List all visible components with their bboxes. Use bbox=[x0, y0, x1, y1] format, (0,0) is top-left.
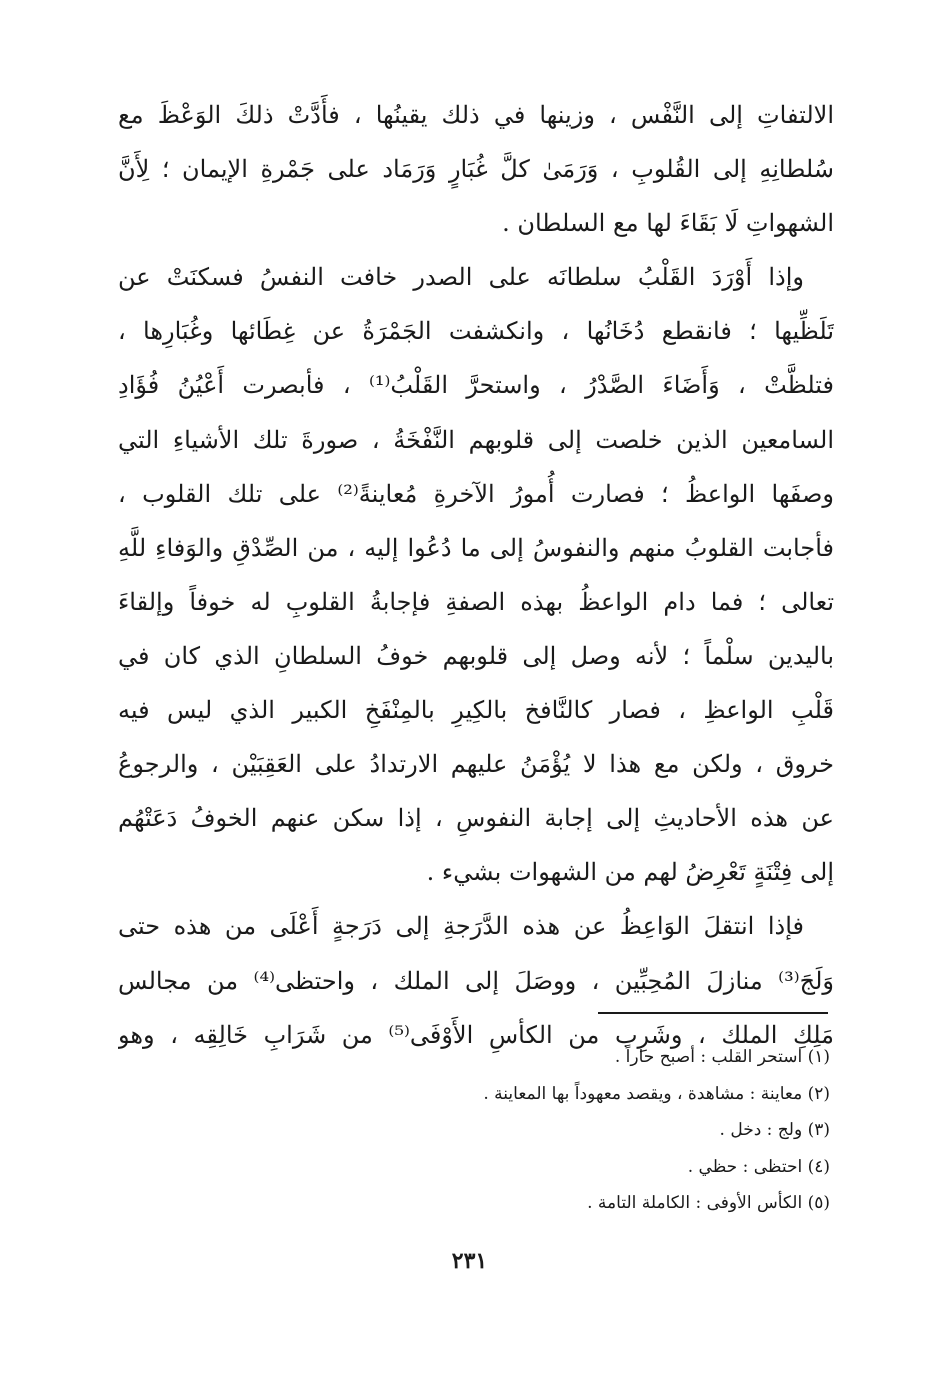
text-line: فإذا انتقلَ الوَاعِظُ عن هذه الدَّرَجةِ إلى دَرَجةٍ أَعْلَى من هذه حتى bbox=[118, 912, 804, 941]
footnote: (٥) الكأس الأوفى : الكاملة التامة . bbox=[587, 1193, 830, 1213]
footnotes bbox=[118, 1039, 830, 1222]
footnote: (٤) احتظى : حظي . bbox=[687, 1156, 830, 1177]
text-line: فتلظَّتْ ، وَأَضَاءَ الصَّدْرُ ، واستحرَّ القَلْبُ⁽¹⁾ ، فأبصرت أَعْيُنُ فُؤَادِ bbox=[118, 371, 834, 400]
text-line: السامعين الذين خلصت إلى قلوبهم النَّفْخَةُ ، صورةَ تلك الأشياءِ التي bbox=[118, 425, 834, 454]
body-text bbox=[118, 88, 834, 1062]
text-line: وإذا أَوْرَدَ القَلْبُ سلطانَه على الصدر خافت النفسُ فسكنَتْ عن bbox=[118, 263, 804, 292]
text-line: فأجابت القلوبُ منهم والنفوسُ إلى ما دُعُوا إليه ، من الصِّدْقِ والوَفاءِ للَّهِ bbox=[118, 533, 834, 562]
text-line: إلى فِتْنَةٍ تَعْرِضُ لهم من الشهوات بشيء . bbox=[426, 858, 834, 887]
text-line: الالتفاتِ إلى النَّفْس ، وزينها في ذلك يقينُها ، فأَدَّتْ ذلكَ الوَعْظَ مع bbox=[118, 101, 834, 129]
footnote: (١) استحر القلب : أصبح حاراً . bbox=[614, 1047, 830, 1067]
text-line: تعالى ؛ فما دام الواعظُ بهذه الصفةِ فإجابةُ القلوبِ له خوفاً وإلقاءَ bbox=[118, 587, 834, 616]
text-line: مَلِكِ الملك ، وشَرِب من الكأسِ الأَوْفَى⁽⁵⁾ من شَرَابِ خَالِقِه ، وهو bbox=[118, 1020, 834, 1049]
page-number: ٢٣١ bbox=[451, 1248, 488, 1274]
text-line: الشهواتِ لَا بَقَاءَ لها مع السلطان . bbox=[502, 209, 834, 238]
text-line: باليدين سلْماً ؛ لأنه وصل إلى قلوبهم خوفُ السلطانِ الذي كان في bbox=[118, 641, 834, 670]
text-line: وصفَها الواعظُ ؛ فصارت أُمورُ الآخرةِ مُعاينةً⁽²⁾ على تلك القلوب ، bbox=[118, 479, 834, 508]
footnote: (٣) ولج : دخل . bbox=[719, 1120, 830, 1140]
footnote: (٢) معاينة : مشاهدة ، ويقصد معهوداً بها المعاينة . bbox=[483, 1083, 830, 1104]
text-line: عن هذه الأحاديثِ إلى إجابة النفوسِ ، إذا سكن عنهم الخوفُ دَعَتْهُم bbox=[118, 804, 834, 833]
text-line: تَلَظِّيها ؛ فانقطع دُخَانُها ، وانكشفت الجَمْرَةُ عن غِطَائها وغُبَارِها ، bbox=[118, 317, 834, 346]
text-line: وَلَجَ⁽³⁾ منازلَ المُحِبِّين ، ووصَلَ إلى الملك ، واحتظى⁽⁴⁾ من مجالس bbox=[118, 966, 834, 995]
text-line: خروق ، ولكن مع هذا لا يُؤْمَنُ عليهم الارتدادُ على العَقِبَيْن ، والرجوعُ bbox=[118, 750, 834, 779]
footnote-divider bbox=[598, 1012, 828, 1014]
text-line: قَلْبِ الواعظِ ، فصار كالنَّافخ بالكِيرِ بالمِنْفَخِ الكبير الذي ليس فيه bbox=[118, 696, 834, 725]
text-line: سُلطانِهِ إلى القُلوبِ ، وَرَمَىٰ كلَّ غُبَارٍ وَرَمَاد على جَمْرةِ الإيمان ؛ لِأَنَّ bbox=[118, 155, 834, 184]
